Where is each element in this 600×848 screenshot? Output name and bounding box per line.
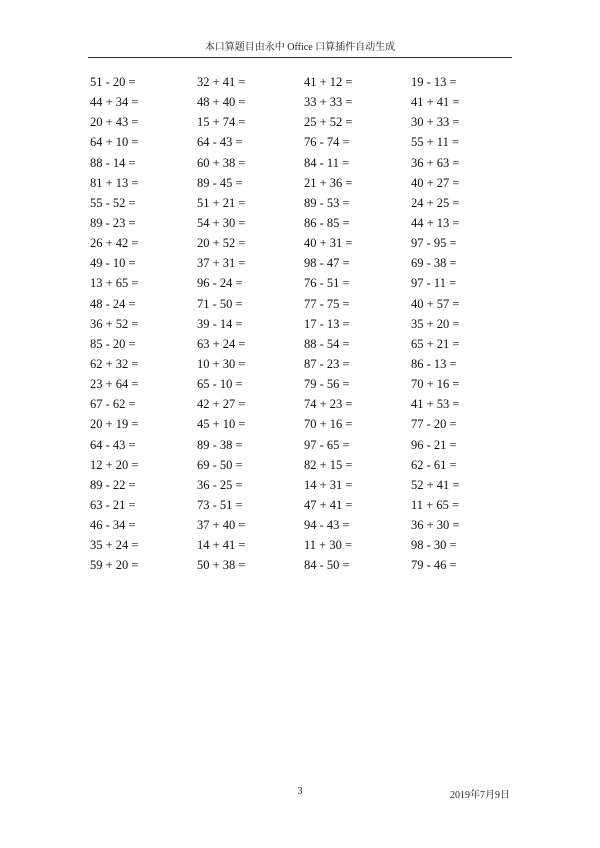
arithmetic-problem: 45 + 10 =: [197, 417, 246, 432]
arithmetic-problem: 19 - 13 =: [411, 75, 457, 89]
arithmetic-problem: 41 + 12 =: [304, 75, 353, 89]
arithmetic-problem: 98 - 30 =: [411, 538, 457, 553]
arithmetic-problem: 97 - 11 =: [411, 276, 457, 291]
arithmetic-problem: 63 + 24 =: [197, 336, 246, 351]
arithmetic-problem: 35 + 20 =: [411, 316, 460, 331]
arithmetic-problem: 47 + 41 =: [304, 497, 353, 512]
arithmetic-problem: 49 - 10 =: [90, 256, 136, 271]
arithmetic-problem: 97 - 95 =: [411, 236, 457, 251]
arithmetic-problem: 86 - 85 =: [304, 215, 350, 230]
arithmetic-problem: 37 + 31 =: [197, 256, 246, 271]
arithmetic-problem: 20 + 43 =: [90, 115, 139, 130]
arithmetic-problem: 69 - 50 =: [197, 457, 243, 472]
arithmetic-problem: 64 + 10 =: [90, 135, 139, 150]
arithmetic-problem: 62 + 32 =: [90, 356, 139, 371]
arithmetic-problem: 70 + 16 =: [411, 377, 460, 392]
arithmetic-problem: 77 - 75 =: [304, 296, 350, 311]
arithmetic-problem: 35 + 24 =: [90, 538, 139, 553]
page-number: 3: [297, 786, 303, 797]
arithmetic-problem: 76 - 51 =: [304, 276, 350, 291]
arithmetic-problem: 60 + 38 =: [197, 155, 246, 170]
arithmetic-problem: 44 + 34 =: [90, 95, 139, 110]
arithmetic-problem: 36 + 52 =: [90, 316, 139, 331]
arithmetic-problem: 24 + 25 =: [411, 195, 460, 210]
arithmetic-problem: 96 - 21 =: [411, 437, 457, 452]
arithmetic-problem: 11 + 65 =: [411, 497, 460, 512]
arithmetic-problem: 85 - 20 =: [90, 336, 136, 351]
arithmetic-problem: 20 + 52 =: [197, 236, 246, 251]
arithmetic-problem: 36 + 63 =: [411, 155, 460, 170]
arithmetic-problem: 89 - 23 =: [90, 215, 136, 230]
arithmetic-problem: 70 + 16 =: [304, 417, 353, 432]
arithmetic-problem: 13 + 65 =: [90, 276, 139, 291]
arithmetic-problem: 73 - 51 =: [197, 497, 243, 512]
problem-grid: [90, 72, 520, 576]
arithmetic-problem: 10 + 30 =: [197, 356, 246, 371]
page-date: 2019年7月9日: [450, 790, 510, 801]
arithmetic-problem: 32 + 41 =: [197, 75, 246, 89]
arithmetic-problem: 55 + 11 =: [411, 135, 460, 150]
arithmetic-problem: 39 - 14 =: [197, 316, 243, 331]
arithmetic-problem: 98 - 47 =: [304, 256, 350, 271]
arithmetic-problem: 52 + 41 =: [411, 477, 460, 492]
arithmetic-problem: 59 + 20 =: [90, 558, 139, 573]
arithmetic-problem: 96 - 24 =: [197, 276, 243, 291]
arithmetic-problem: 41 + 53 =: [411, 397, 460, 412]
page-header: 本口算题目由永中 Office 口算插件自动生成: [204, 42, 396, 53]
arithmetic-problem: 81 + 13 =: [90, 175, 139, 190]
arithmetic-problem: 42 + 27 =: [197, 397, 246, 412]
arithmetic-problem: 44 + 13 =: [411, 215, 460, 230]
arithmetic-problem: 54 + 30 =: [197, 215, 246, 230]
arithmetic-problem: 25 + 52 =: [304, 115, 353, 130]
arithmetic-problem: 65 - 10 =: [197, 377, 243, 392]
arithmetic-problem: 88 - 54 =: [304, 336, 350, 351]
arithmetic-problem: 46 - 34 =: [90, 518, 136, 533]
arithmetic-problem: 64 - 43 =: [197, 135, 243, 150]
arithmetic-problem: 69 - 38 =: [411, 256, 457, 271]
arithmetic-problem: 86 - 13 =: [411, 356, 457, 371]
arithmetic-problem: 48 - 24 =: [90, 296, 136, 311]
arithmetic-problem: 71 - 50 =: [197, 296, 243, 311]
arithmetic-problem: 11 + 30 =: [304, 538, 353, 553]
arithmetic-problem: 62 - 61 =: [411, 457, 457, 472]
arithmetic-problem: 40 + 57 =: [411, 296, 460, 311]
arithmetic-problem: 40 + 31 =: [304, 236, 353, 251]
arithmetic-problem: 50 + 38 =: [197, 558, 246, 573]
arithmetic-problem: 48 + 40 =: [197, 95, 246, 110]
arithmetic-problem: 74 + 23 =: [304, 397, 353, 412]
arithmetic-problem: 64 - 43 =: [90, 437, 136, 452]
arithmetic-problem: 63 - 21 =: [90, 497, 136, 512]
arithmetic-problem: 89 - 38 =: [197, 437, 243, 452]
arithmetic-problem: 36 - 25 =: [197, 477, 243, 492]
arithmetic-problem: 23 + 64 =: [90, 377, 139, 392]
arithmetic-problem: 79 - 46 =: [411, 558, 457, 573]
arithmetic-problem: 89 - 53 =: [304, 195, 350, 210]
arithmetic-problem: 30 + 33 =: [411, 115, 460, 130]
arithmetic-problem: 41 + 41 =: [411, 95, 460, 110]
arithmetic-problem: 67 - 62 =: [90, 397, 136, 412]
arithmetic-problem: 14 + 41 =: [197, 538, 246, 553]
arithmetic-problem: 55 - 52 =: [90, 195, 136, 210]
arithmetic-problem: 20 + 19 =: [90, 417, 139, 432]
arithmetic-problem: 15 + 74 =: [197, 115, 246, 130]
arithmetic-problem: 21 + 36 =: [304, 175, 353, 190]
arithmetic-problem: 89 - 22 =: [90, 477, 136, 492]
arithmetic-problem: 82 + 15 =: [304, 457, 353, 472]
arithmetic-problem: 79 - 56 =: [304, 377, 350, 392]
arithmetic-problem: 77 - 20 =: [411, 417, 457, 432]
arithmetic-problem: 51 + 21 =: [197, 195, 246, 210]
arithmetic-problem: 40 + 27 =: [411, 175, 460, 190]
arithmetic-problem: 17 - 13 =: [304, 316, 350, 331]
arithmetic-problem: 87 - 23 =: [304, 356, 350, 371]
arithmetic-problem: 65 + 21 =: [411, 336, 460, 351]
arithmetic-problem: 76 - 74 =: [304, 135, 350, 150]
arithmetic-problem: 84 - 11 =: [304, 155, 350, 170]
arithmetic-problem: 14 + 31 =: [304, 477, 353, 492]
arithmetic-problem: 36 + 30 =: [411, 518, 460, 533]
arithmetic-problem: 37 + 40 =: [197, 518, 246, 533]
arithmetic-problem: 84 - 50 =: [304, 558, 350, 573]
arithmetic-problem: 88 - 14 =: [90, 155, 136, 170]
arithmetic-problem: 12 + 20 =: [90, 457, 139, 472]
arithmetic-problem: 97 - 65 =: [304, 437, 350, 452]
arithmetic-problem: 89 - 45 =: [197, 175, 243, 190]
arithmetic-problem: 26 + 42 =: [90, 236, 139, 251]
arithmetic-problem: 51 - 20 =: [90, 75, 136, 89]
header-divider: [88, 57, 512, 58]
arithmetic-problem: 33 + 33 =: [304, 95, 353, 110]
arithmetic-problem: 94 - 43 =: [304, 518, 350, 533]
